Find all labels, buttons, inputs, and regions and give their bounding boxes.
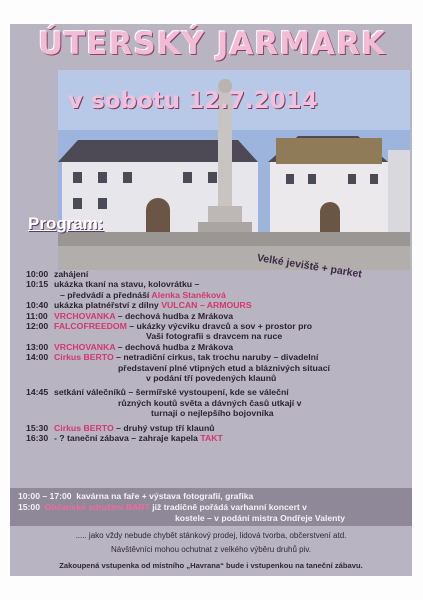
schedule-row: 14:45 setkání válečníků – šermířské vystoupení, kde se váleční [26, 387, 289, 398]
poster [10, 24, 412, 576]
footer-line-1: ..... jako vždy nebude chybět stánkový prodej, lidová tvorba, občerstvení atd. [75, 531, 347, 540]
schedule-row: 10:00 zahájení [26, 269, 89, 279]
performer-name: TAKT [200, 433, 223, 444]
schedule-row: – předvádí a přednáší Alenka Staněková [60, 289, 226, 300]
band-row: kostele – v podání mistra Ondřeje Valenty [175, 513, 346, 523]
performer-name: VRCHOVANKA [54, 341, 116, 352]
band-row: 15:00 Občanské sdružení BART již tradičně pořádá varhanní koncert v [18, 502, 307, 512]
schedule-row: 16:30 - ? taneční zábava – zahraje kapela TAKT [26, 433, 223, 444]
performer-name: VRCHOVANKA [54, 310, 116, 321]
schedule-row: 10:15 ukázka tkaní na stavu, kolovrátku – [26, 279, 200, 290]
schedule-row: Vaši fotografii s dravcem na ruce [146, 331, 283, 342]
poster-title: ÚTERSKÝ JARMARK [37, 26, 387, 62]
program-heading: Program: [28, 214, 104, 233]
schedule-row: různých koutů světa a dávných časů utkají v [118, 397, 302, 408]
schedule-row: 11:00 VRCHOVANKA – dechová hudba z Mrákova [26, 310, 234, 321]
performer-name: Cirkus BERTO [54, 422, 114, 433]
schedule [26, 269, 406, 444]
schedule-row: 10:40 ukázka platnéřství z dílny VULCAN – ARMOURS [26, 300, 252, 311]
footer-line-3: Zakoupená vstupenka od místního „Havrana“ bude i vstupenkou na taneční zábavu. [59, 561, 363, 570]
performer-name: FALCOFREEDOM [54, 321, 127, 332]
footer-line-2: Návštěvníci mohou ochutnat z velkého výběru druhů piv. [111, 545, 311, 554]
schedule-row: v podání tří povedených klaunů [146, 373, 277, 384]
schedule-row: 12:00 FALCOFREEDOM – ukázky výcviku dravců a sov + prostor pro [26, 321, 313, 332]
schedule-row: turnaji o nejlepšího bojovníka [151, 408, 274, 419]
schedule-row: 15:30 Cirkus BERTO – druhý vstup tří klaunů [26, 422, 215, 433]
performer-name: VULCAN – ARMOURS [161, 300, 252, 311]
side-program-band [10, 488, 412, 526]
performer-name: Alenka Staněková [151, 289, 226, 300]
schedule-row: 13:00 VRCHOVANKA – dechová hudba z Mrákova [26, 341, 234, 352]
performer-name: Cirkus BERTO [54, 352, 114, 363]
schedule-row: 14:00 Cirkus BERTO – netradiční cirkus, tak trochu naruby – divadelní [26, 352, 319, 363]
band-row: 10:00 – 17:00 kavárna na faře + výstava fotografií, grafika [18, 491, 254, 501]
stage-note: Velké jeviště + parket [256, 252, 363, 281]
organizer-name: Občanské sdružení BART [44, 502, 150, 512]
event-date: v sobotu 12.7.2014 [68, 88, 318, 114]
schedule-row: představení plné vtipných etud a bláznivých situací [118, 362, 330, 373]
